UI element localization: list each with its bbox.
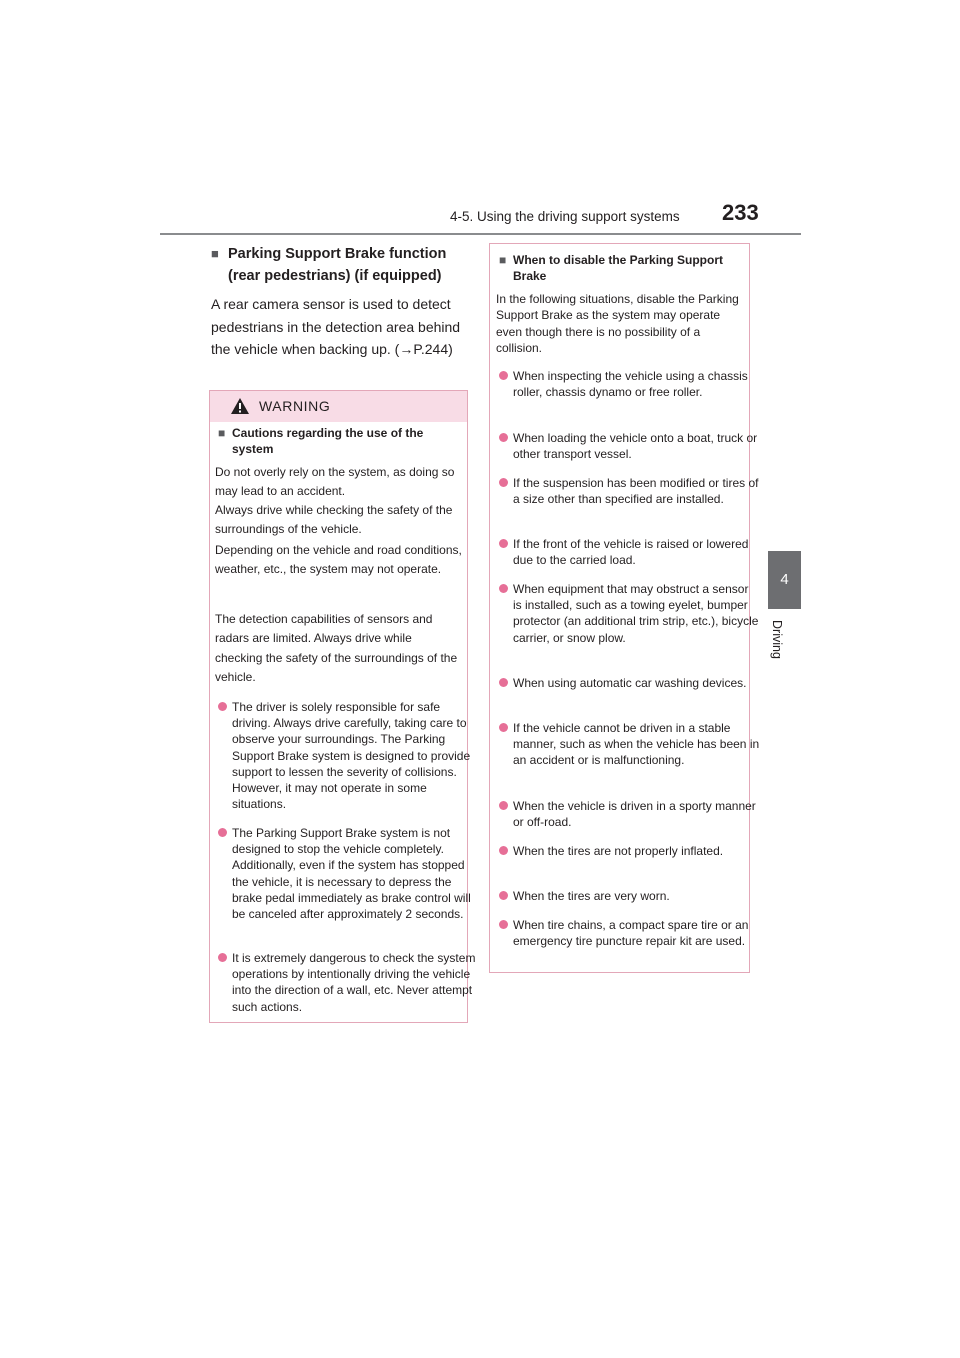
disable-bullet: When loading the vehicle onto a boat, truck or other transport vessel.	[496, 430, 760, 462]
chapter-tab: 4	[768, 551, 801, 609]
bullet-dot-icon	[499, 371, 508, 380]
square-bullet-icon: ■	[218, 426, 226, 440]
warning-paragraph: Depending on the vehicle and road conditions, weather, etc., the system may not operate.	[215, 543, 462, 577]
warning-triangle-icon	[230, 397, 250, 415]
disable-intro: In the following situations, disable the Parking Support Brake as the system may operate even though there is no possibility of a collision.	[496, 292, 739, 355]
disable-bullet: If the front of the vehicle is raised or lowered due to the carried load.	[496, 536, 760, 568]
bullet-dot-icon	[499, 678, 508, 687]
disable-subheading: ■ When to disable the Parking Support Brake	[499, 253, 724, 283]
chapter-label-wrap	[760, 620, 808, 680]
bullet-dot-icon	[218, 702, 227, 711]
bullet-dot-icon	[499, 584, 508, 593]
bullet-dot-icon	[499, 891, 508, 900]
section-heading-text: Parking Support Brake function (rear pedestrians) (if equipped)	[228, 246, 447, 284]
disable-bullet: When the tires are not properly inflated.	[496, 843, 760, 859]
warning-bullet: The Parking Support Brake system is not designed to stop the vehicle completely. Additionally, even if the system has stopped the vehicle, it is necessary to depress the brake pedal immediately as brake control will be canceled after approximately 2 seconds.	[215, 825, 479, 922]
warning-bullet: It is extremely dangerous to check the system operations by intentionally driving the vehicle into the direction of a wall, etc. Never attempt such actions.	[215, 950, 479, 1015]
disable-bullet: When equipment that may obstruct a sensor is installed, such as a towing eyelet, bumper protector (an additional trim strip, etc.), bicycle carrier, or snow plow.	[496, 581, 760, 646]
disable-bullet: When inspecting the vehicle using a chassis roller, chassis dynamo or free roller.	[496, 368, 760, 400]
bullet-dot-icon	[218, 953, 227, 962]
bullet-dot-icon	[499, 478, 508, 487]
disable-bullet: When using automatic car washing devices.	[496, 675, 760, 691]
bullet-dot-icon	[499, 920, 508, 929]
warning-bullet: The driver is solely responsible for safe driving. Always drive carefully, taking care to observe your surroundings. The Parking Support Brake system is designed to provide support to lessen the severity of collisions. However, it may not operate in some situations.	[215, 699, 479, 812]
disable-box	[489, 243, 760, 973]
disable-bullet: If the vehicle cannot be driven in a stable manner, such as when the vehicle has been in an accident or is malfunctioning.	[496, 720, 760, 769]
warning-content	[215, 425, 462, 457]
warning-paragraph: Do not overly rely on the system, as doing so may lead to an accident.	[215, 465, 455, 499]
bullet-dot-icon	[499, 539, 508, 548]
disable-bullet: When the tires are very worn.	[496, 888, 760, 904]
disable-heading-wrap	[496, 252, 743, 284]
chapter-label: Driving	[770, 620, 784, 659]
bullet-dot-icon	[499, 723, 508, 732]
disable-bullet: When the vehicle is driven in a sporty manner or off-road.	[496, 798, 760, 830]
bullet-dot-icon	[499, 801, 508, 810]
warning-subheading: ■ Cautions regarding the use of the system	[218, 426, 424, 456]
bullet-dot-icon	[499, 846, 508, 855]
disable-bullet: When tire chains, a compact spare tire or an emergency tire puncture repair kit are used.	[496, 917, 760, 949]
warning-header	[210, 391, 467, 422]
warning-paragraph: The detection capabilities of sensors and radars are limited. Always drive while checking the safety of the surroundings of the vehicle.	[215, 612, 458, 684]
square-bullet-icon: ■	[211, 246, 219, 261]
disable-bullet: If the suspension has been modified or tires of a size other than specified are installed.	[496, 475, 760, 507]
warning-label: WARNING	[259, 398, 331, 414]
warning-paragraph: Always drive while checking the safety of the surroundings of the vehicle.	[215, 503, 453, 537]
page-number: 233	[722, 200, 759, 225]
square-bullet-icon: ■	[499, 253, 507, 267]
warning-box	[209, 390, 476, 1023]
section-body: A rear camera sensor is used to detect pedestrians in the detection area behind the vehicle when backing up. (→P.244)	[211, 296, 461, 357]
bullet-dot-icon	[499, 433, 508, 442]
section-heading	[211, 243, 473, 287]
bullet-dot-icon	[218, 828, 227, 837]
header-rule	[160, 233, 801, 235]
section-title: 4-5. Using the driving support systems	[450, 209, 680, 224]
